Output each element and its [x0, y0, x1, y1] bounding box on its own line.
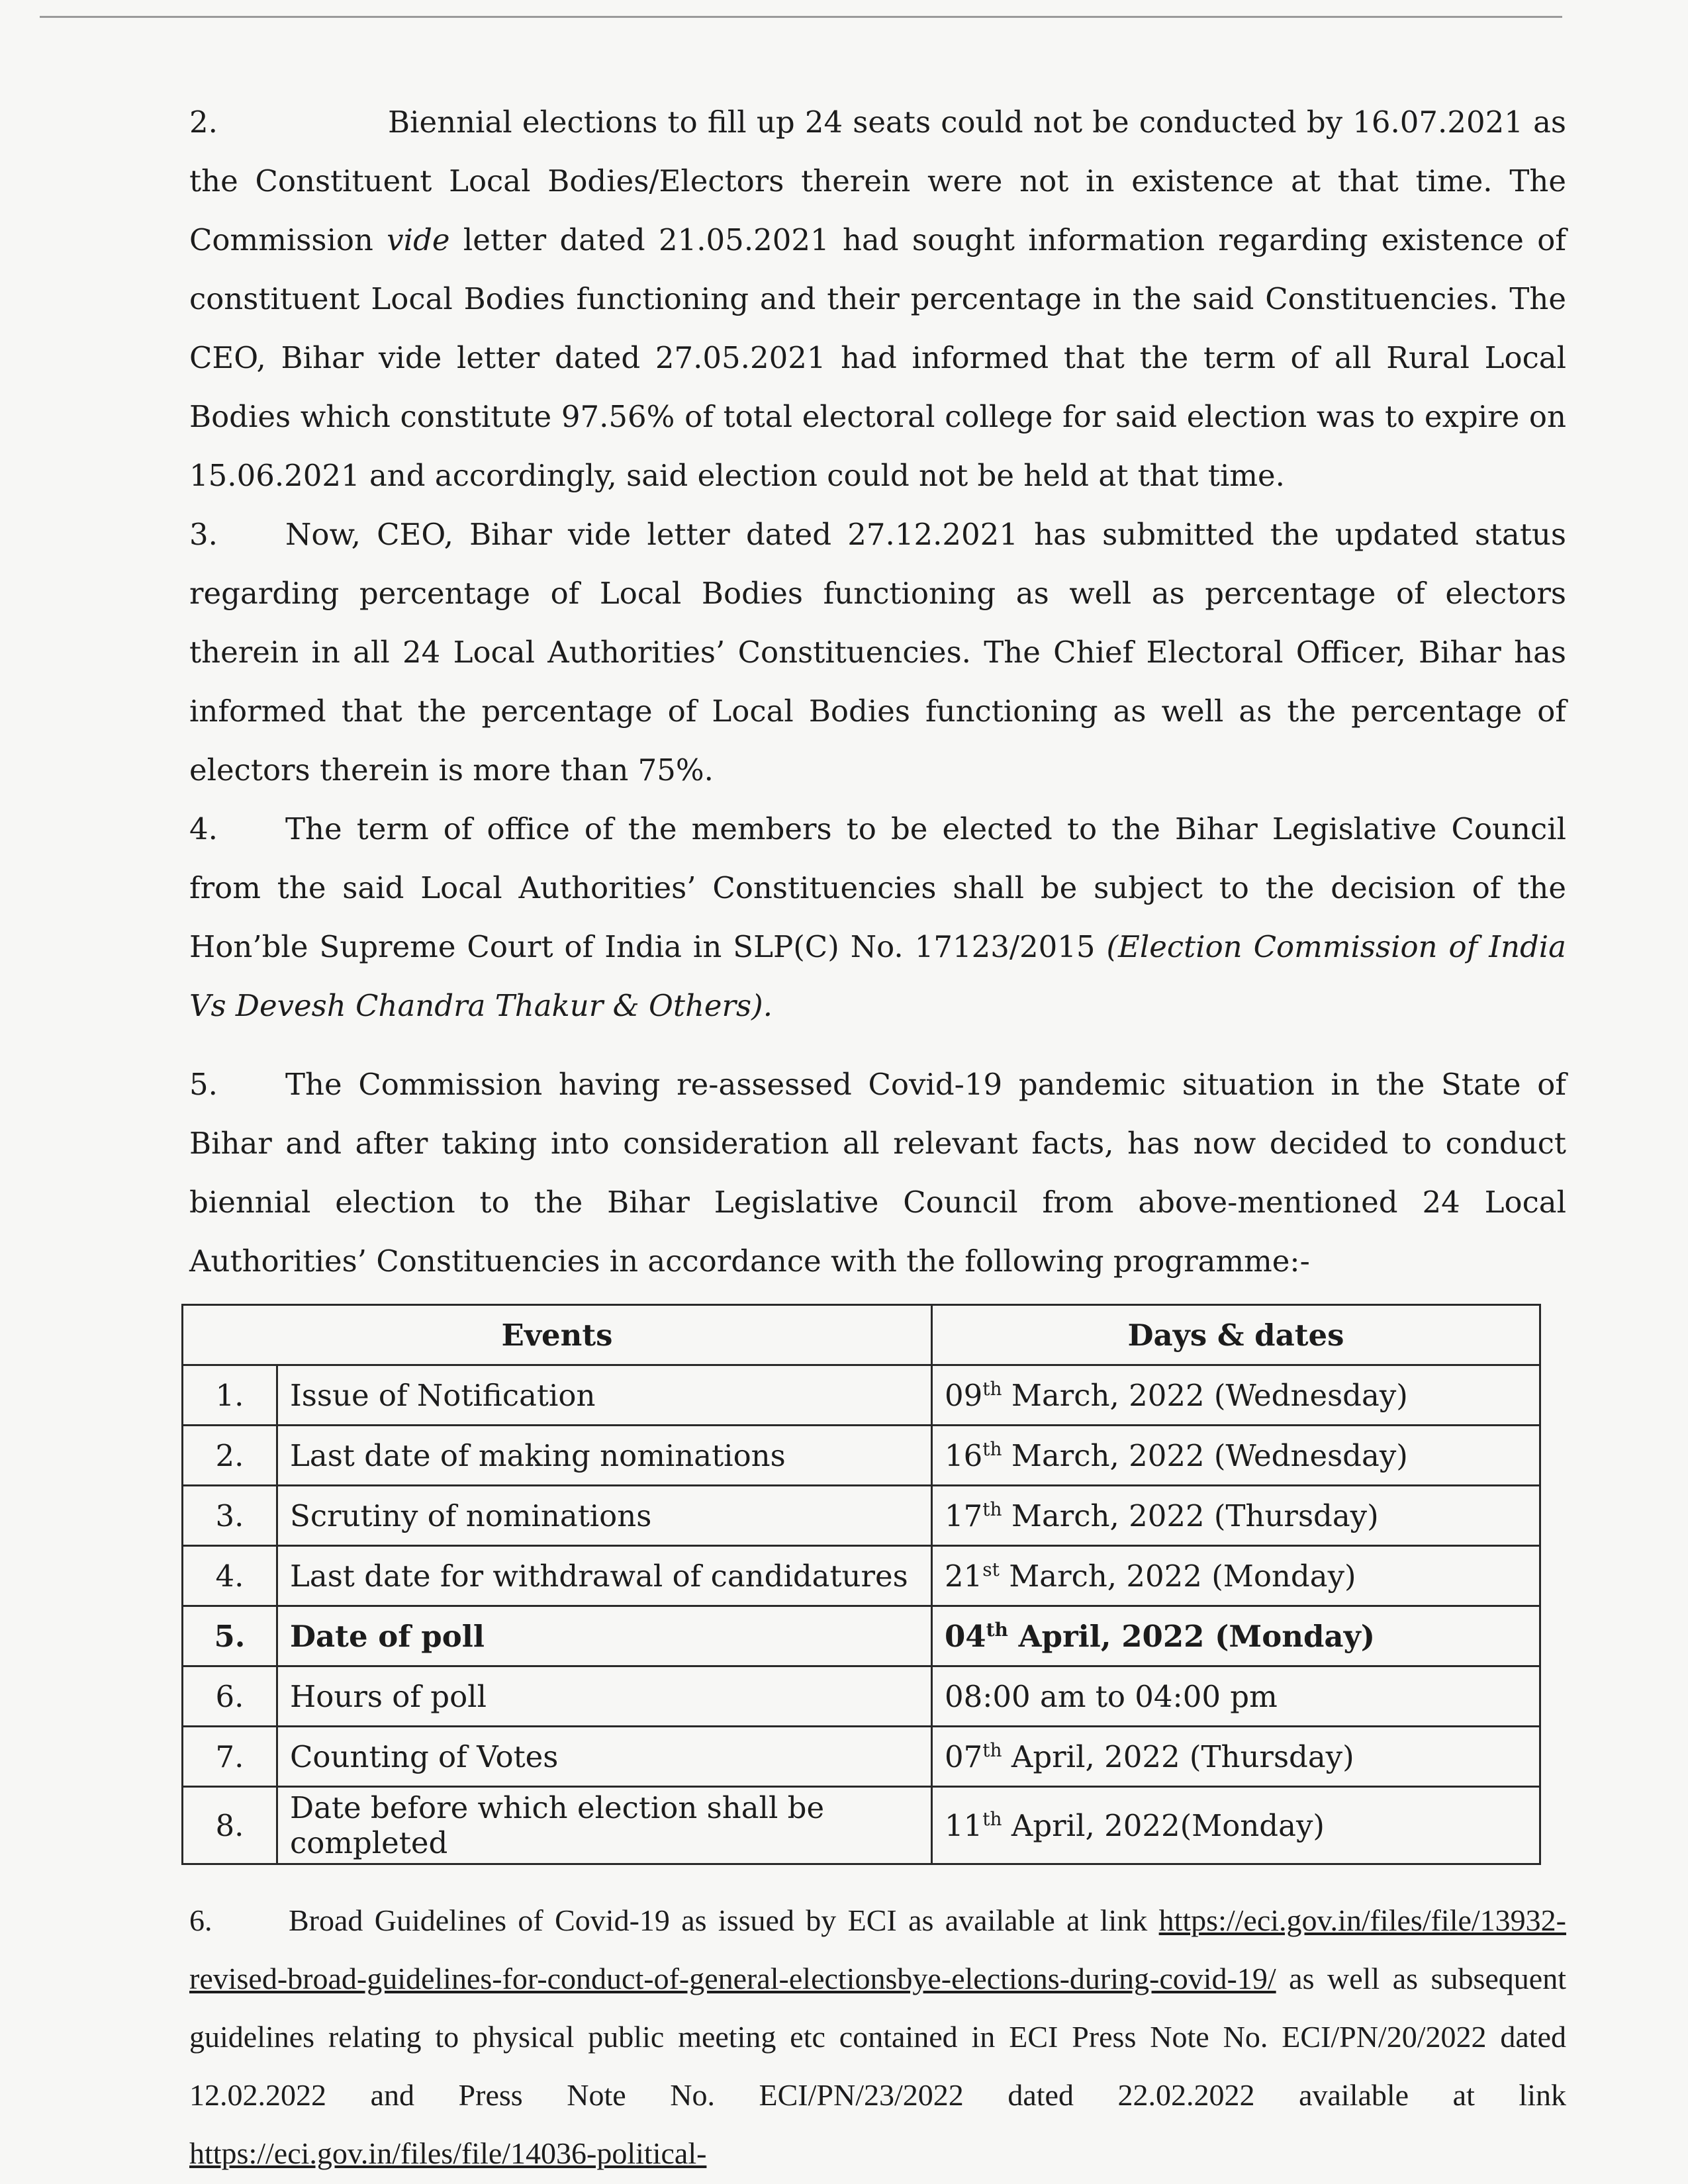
- date-day: 17: [945, 1498, 983, 1533]
- paragraph-2: [189, 93, 1566, 505]
- date-day: 16: [945, 1437, 983, 1473]
- paragraph-number: 3.: [189, 517, 218, 552]
- date-ordinal: th: [982, 1437, 1002, 1460]
- row-date: [932, 1727, 1540, 1787]
- date-ordinal: th: [982, 1498, 1002, 1520]
- date-rest: April, 2022 (Thursday): [1002, 1739, 1354, 1774]
- row-date: [932, 1606, 1540, 1666]
- paragraph-5: [189, 1055, 1566, 1291]
- date-day: 07: [945, 1739, 983, 1774]
- header-events: Events: [183, 1305, 932, 1365]
- paragraph-6: [189, 1891, 1566, 2183]
- paragraph-number: 4.: [189, 811, 218, 846]
- table-row: [183, 1787, 1540, 1864]
- row-event: Hours of poll: [277, 1666, 932, 1727]
- political-link[interactable]: https://eci.gov.in/files/file/14036-political-: [189, 2136, 707, 2170]
- date-rest: March, 2022 (Wednesday): [1002, 1377, 1408, 1413]
- date-ordinal: th: [982, 1807, 1002, 1830]
- paragraph-text: Biennial elections to fill up 24 seats could not be conducted by 16.07.2021 as the Constituent Local Bodies/Electors therein were not in existence at that time. The Commission: [189, 105, 1566, 257]
- date-day: 09: [945, 1377, 983, 1413]
- row-number: 5.: [183, 1606, 277, 1666]
- paragraph-text: The term of office of the members to be elected to the Bihar Legislative Council from the said Local Authorities’ Constituencies shall be subject to the decision of the Hon’ble Supreme Court of India in SLP(C) No. 17123/2015: [189, 811, 1566, 964]
- paragraph-text: The Commission having re-assessed Covid-19 pandemic situation in the State of Bihar and after taking into consideration all relevant facts, has now decided to conduct biennial election to the Bihar Legislative Council from above-mentioned 24 Local Authorities’ Constituencies in accordance with the following programme:-: [189, 1067, 1566, 1279]
- table-row: [183, 1666, 1540, 1727]
- paragraph-italic: vide: [387, 222, 450, 257]
- table-row: [183, 1546, 1540, 1606]
- date-rest: March, 2022 (Monday): [999, 1558, 1356, 1594]
- paragraph-italic: (Election Commission of India Vs Devesh Chandra Thakur & Others).: [189, 929, 1566, 1023]
- row-number: 6.: [183, 1666, 277, 1727]
- row-event: Scrutiny of nominations: [277, 1486, 932, 1546]
- row-number: 4.: [183, 1546, 277, 1606]
- date-rest: March, 2022 (Thursday): [1002, 1498, 1379, 1533]
- row-event: Counting of Votes: [277, 1727, 932, 1787]
- row-date: [932, 1666, 1540, 1727]
- row-event: Last date for withdrawal of candidatures: [277, 1546, 932, 1606]
- date-ordinal: st: [982, 1558, 1000, 1580]
- paragraph-number: 6.: [189, 1903, 212, 1937]
- date-rest: April, 2022 (Monday): [1008, 1618, 1376, 1654]
- date-rest: April, 2022(Monday): [1002, 1807, 1325, 1843]
- table-row: [183, 1365, 1540, 1426]
- row-number: 7.: [183, 1727, 277, 1787]
- table-row: [183, 1426, 1540, 1486]
- paragraph-text: letter dated 21.05.2021 had sought information regarding existence of constituent Local Bodies functioning and their percentage in the said Constituencies. The CEO, Bihar vide letter dated 27.05.2021 had informed that the term of all Rural Local Bodies which constitute 97.56% of total electoral college for said election was to expire on 15.06.2021 and accordingly, said election could not be held at that time.: [189, 222, 1567, 493]
- table-row: [183, 1606, 1540, 1666]
- date-ordinal: th: [986, 1618, 1008, 1641]
- paragraph-4: [189, 799, 1566, 1035]
- paragraph-number: 5.: [189, 1067, 218, 1102]
- row-number: 1.: [183, 1365, 277, 1426]
- row-event: Last date of making nominations: [277, 1426, 932, 1486]
- table-header-row: [183, 1305, 1540, 1365]
- paragraph-text: as well as subsequent guidelines relating to physical public meeting etc contained in ECI Press Note No. ECI/PN/20/2022 dated 12.02.2022 and Press Note No. ECI/PN/23/2022 dated 22.02.2022 available at link: [189, 1962, 1566, 2112]
- paragraph-number: 2.: [189, 105, 218, 140]
- table-row: [183, 1727, 1540, 1787]
- date-day: 04: [945, 1618, 986, 1654]
- paragraph-text: Broad Guidelines of Covid-19 as issued by ECI as available at link: [289, 1903, 1159, 1937]
- row-event: Issue of Notification: [277, 1365, 932, 1426]
- date-day: 11: [945, 1807, 983, 1843]
- table-row: [183, 1486, 1540, 1546]
- date-rest: March, 2022 (Wednesday): [1002, 1437, 1408, 1473]
- row-number: 8.: [183, 1787, 277, 1864]
- document-page: [189, 93, 1566, 2183]
- header-days-dates: Days & dates: [932, 1305, 1540, 1365]
- row-date: [932, 1426, 1540, 1486]
- row-number: 3.: [183, 1486, 277, 1546]
- row-number: 2.: [183, 1426, 277, 1486]
- row-date: [932, 1546, 1540, 1606]
- row-event: Date before which election shall be completed: [277, 1787, 932, 1864]
- date-ordinal: th: [982, 1377, 1002, 1400]
- date-day: 08:00 am to 04:00 pm: [945, 1678, 1278, 1714]
- paragraph-3: [189, 505, 1566, 799]
- top-scan-rule: [40, 16, 1562, 18]
- row-date: [932, 1787, 1540, 1864]
- date-ordinal: th: [982, 1739, 1002, 1761]
- date-day: 21: [945, 1558, 983, 1594]
- election-schedule-table: [181, 1304, 1541, 1865]
- row-date: [932, 1365, 1540, 1426]
- row-date: [932, 1486, 1540, 1546]
- row-event: Date of poll: [277, 1606, 932, 1666]
- guidelines-link[interactable]: https://eci.gov.in/files/file/13932-revised-broad-guidelines-for-conduct-of-general-electionsbye-elections-during-covid-19/: [189, 1903, 1566, 1995]
- paragraph-text: Now, CEO, Bihar vide letter dated 27.12.2021 has submitted the updated status regarding percentage of Local Bodies functioning as well as percentage of electors therein in all 24 Local Authorities’ Constituencies. The Chief Electoral Officer, Bihar has informed that the percentage of Local Bodies functioning as well as the percentage of electors therein is more than 75%.: [189, 517, 1566, 788]
